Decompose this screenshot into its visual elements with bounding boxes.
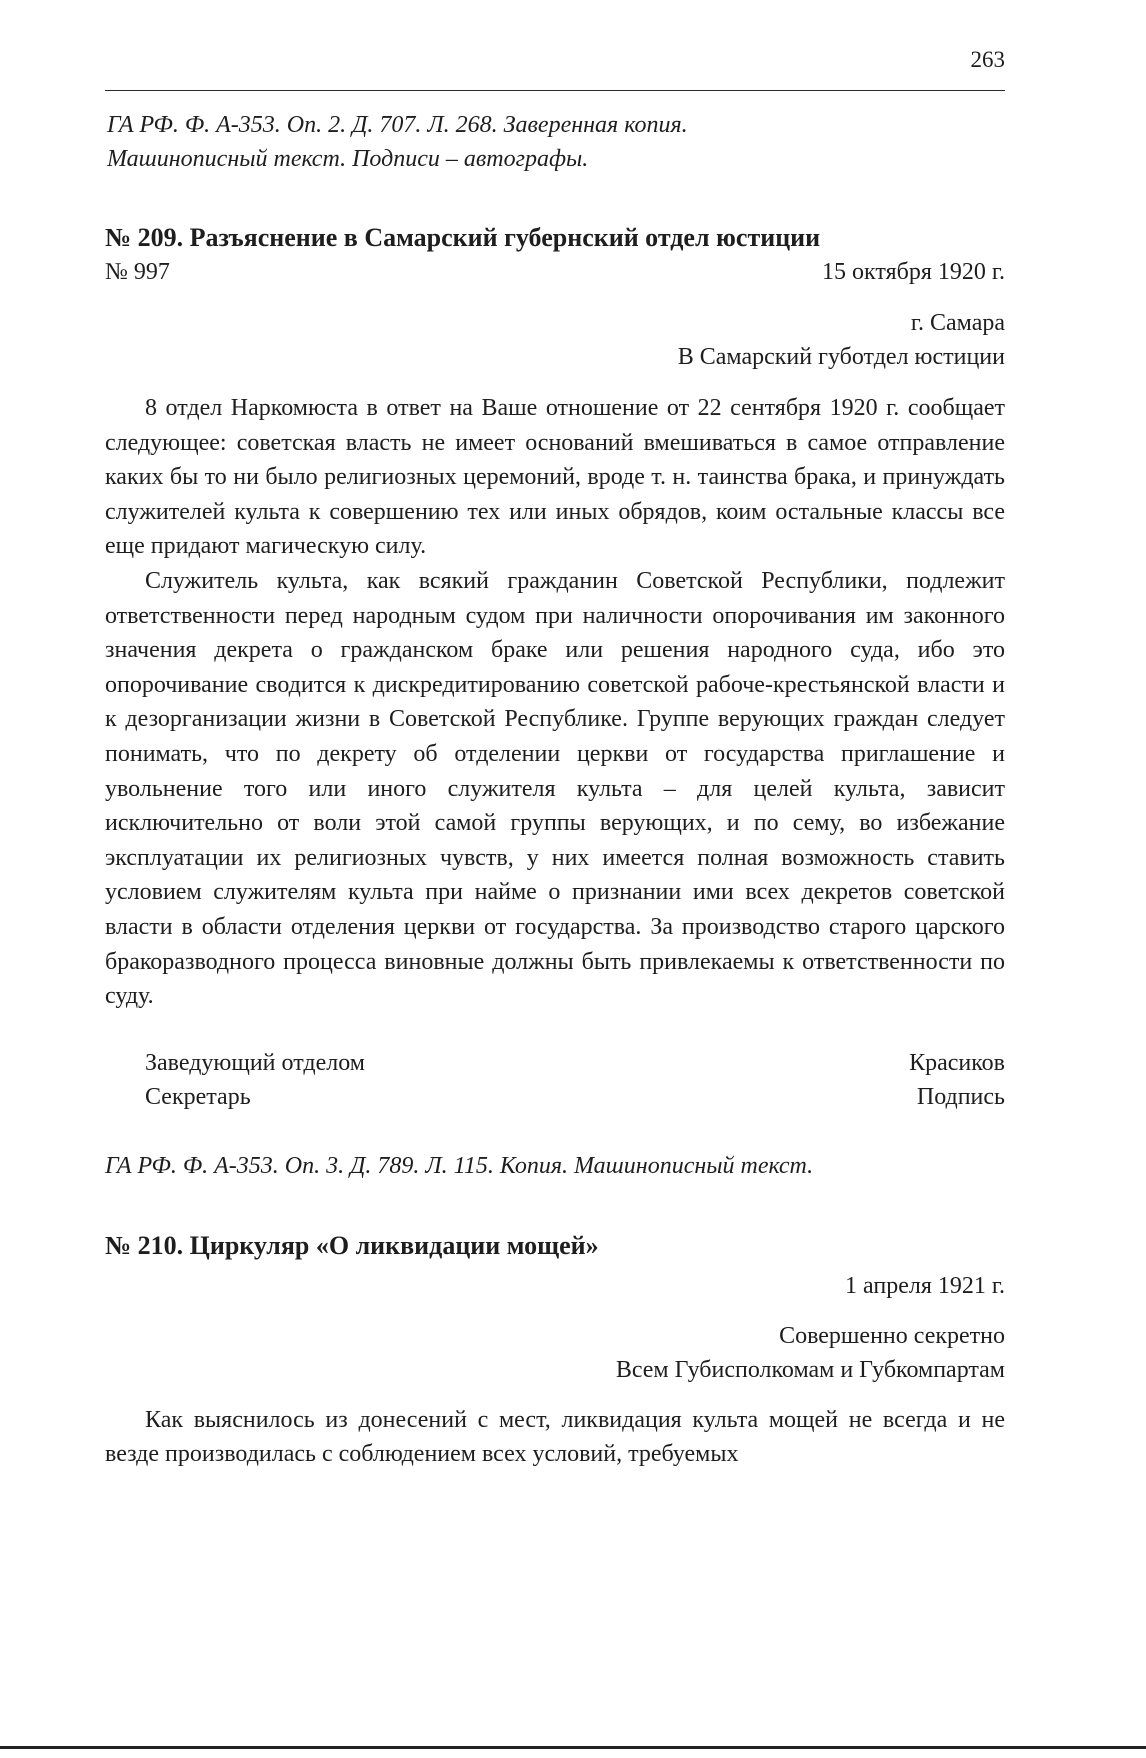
document-addressee: Всем Губисполкомам и Губкомпартам [615,1356,1005,1383]
signature-name: Подпись [916,1083,1005,1110]
document-title: № 209. Разъяснение в Самарский губернский отдел юстиции [105,223,821,252]
document-209 [105,221,1005,1114]
document-title: № 210. Циркуляр «О ликвидации мощей» [105,1230,599,1260]
signature-name: Красиков [909,1049,1005,1076]
archive-reference-line: ГА РФ. Ф. А-353. Оп. 2. Д. 707. Л. 268. Заверенная копия. [107,112,688,138]
document-date: 15 октября 1920 г. [822,259,1005,285]
signature-role: Секретарь [145,1083,251,1110]
archive-reference-line: Машинописный текст. Подписи – автографы. [107,146,589,172]
body-paragraph: 8 отдел Наркомюста в ответ на Ваше отношение от 22 сентября 1920 г. сообщает следующее: советская власть не имеет оснований вмешиваться в самое отправление каких бы то ни было религиозных церемоний, вроде т. н. таинства брака, и принуждать служителей культа к совершению тех или иных обрядов, коим остальные классы все еще придают магическую силу. [105,395,1005,560]
document-body [105,391,1005,1014]
header-rule [105,90,1005,91]
archive-reference-1 [105,108,1005,176]
signature-row [105,1046,1005,1080]
scan-edge-line [0,1746,1146,1749]
signature-row [105,1080,1005,1114]
document-meta [105,255,1005,289]
page-number: 263 [970,47,1005,72]
document-classification: Совершенно секретно [779,1322,1005,1349]
page-content [105,108,1005,1472]
body-paragraph: Как выяснилось из донесений с мест, ликвидация культа мощей не всегда и не везде производилась с соблюдением всех условий, требуемых [105,1406,1005,1468]
document-place: г. Самара [910,310,1005,336]
signature-role: Заведующий отделом [145,1049,365,1076]
body-paragraph: Служитель культа, как всякий гражданин Советской Республики, подлежит ответственности перед народным судом при наличности опорочивания им законного значения декрета о гражданском браке или решения народного суда, ибо это опорочивание сводится к дискредитированию советской рабоче-крестьянской власти и к дезорганизации жизни в Советской Республике. Группе верующих граждан следует понимать, что по декрету об отделении церкви от государства приглашение и увольнение того или иного служителя культа – для целей культа, зависит исключительно от воли этой самой группы верующих, и по сему, во избежание эксплуатации их религиозных чувств, у них имеется полная возможность ставить условием служителям культа при найме о признании ими всех декретов советской власти в области отделения церкви от государства. За производство старого царского бракоразводного процесса виновные должны быть привлекаемы к ответственности по суду. [105,567,1005,1010]
book-page [105,0,1005,1758]
document-number: № 997 [105,259,170,285]
archive-reference-2: ГА РФ. Ф. А-353. Оп. 3. Д. 789. Л. 115. Копия. Машинописный текст. [105,1152,814,1179]
document-addressee: В Самарский губотдел юстиции [677,344,1005,370]
document-date: 1 апреля 1921 г. [845,1272,1005,1299]
document-210 [105,1229,1005,1472]
signature-block [105,1046,1005,1114]
